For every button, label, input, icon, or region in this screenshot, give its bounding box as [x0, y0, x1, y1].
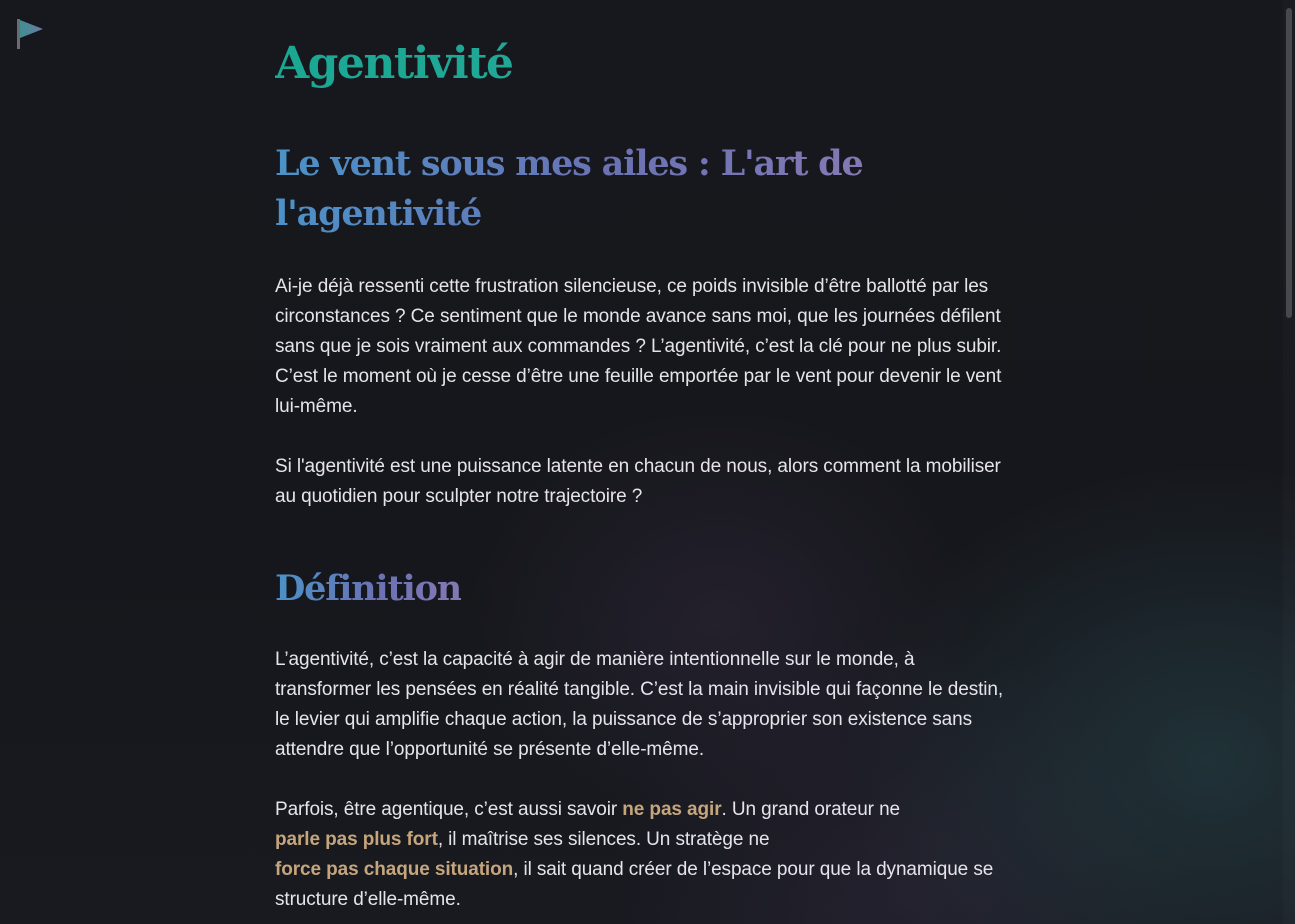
section-heading-definition: Définition — [275, 564, 461, 614]
agentic-text-3: , il maîtrise ses silences. Un stratège ne — [437, 829, 770, 850]
scrollbar[interactable] — [1283, 0, 1295, 924]
page-title: Agentivité — [275, 32, 1010, 96]
hero-heading: Le vent sous mes ailes : L'art de l'agentivité — [275, 139, 875, 239]
highlight-parle-pas-plus-fort: parle pas plus fort — [275, 829, 438, 850]
highlight-ne-pas-agir: ne pas agir — [622, 799, 722, 820]
article — [275, 32, 1010, 915]
agentic-text-2: . Un grand orateur ne — [721, 799, 901, 820]
agentic-paragraph — [275, 795, 1010, 915]
highlight-force-pas-chaque-situation: force pas chaque situation — [275, 859, 514, 880]
intro-question-paragraph: Si l'agentivité est une puissance latente en chacun de nous, alors comment la mobiliser au quotidien pour sculpter notre trajectoire ? — [275, 456, 1001, 507]
agentic-text-1: Parfois, être agentique, c’est aussi savoir — [275, 799, 623, 820]
definition-paragraph: L’agentivité, c’est la capacité à agir de manière intentionnelle sur le monde, à transformer les pensées en réalité tangible. C’est la main invisible qui façonne le destin, le levier qui amplifie chaque action, la puissance de s’approprier son existence sans attendre que l’opportunité se présente d’elle-même. — [275, 649, 1004, 760]
intro-paragraph: Ai-je déjà ressenti cette frustration silencieuse, ce poids invisible d’être ballotté par les circonstances ? Ce sentiment que le monde avance sans moi, que les journées défilent sans que je sois vraiment aux commandes ? L’agentivité, c’est la clé pour ne plus subir. C’est le moment où je cesse d’être une feuille emportée par le vent pour devenir le vent lui-même. — [275, 276, 1002, 417]
scrollbar-thumb[interactable] — [1286, 8, 1292, 318]
agentic-text-4: , il sait quand créer de l’espace pour que la dynamique se structure d’elle-même. — [275, 859, 994, 910]
flag-icon[interactable] — [17, 19, 45, 49]
